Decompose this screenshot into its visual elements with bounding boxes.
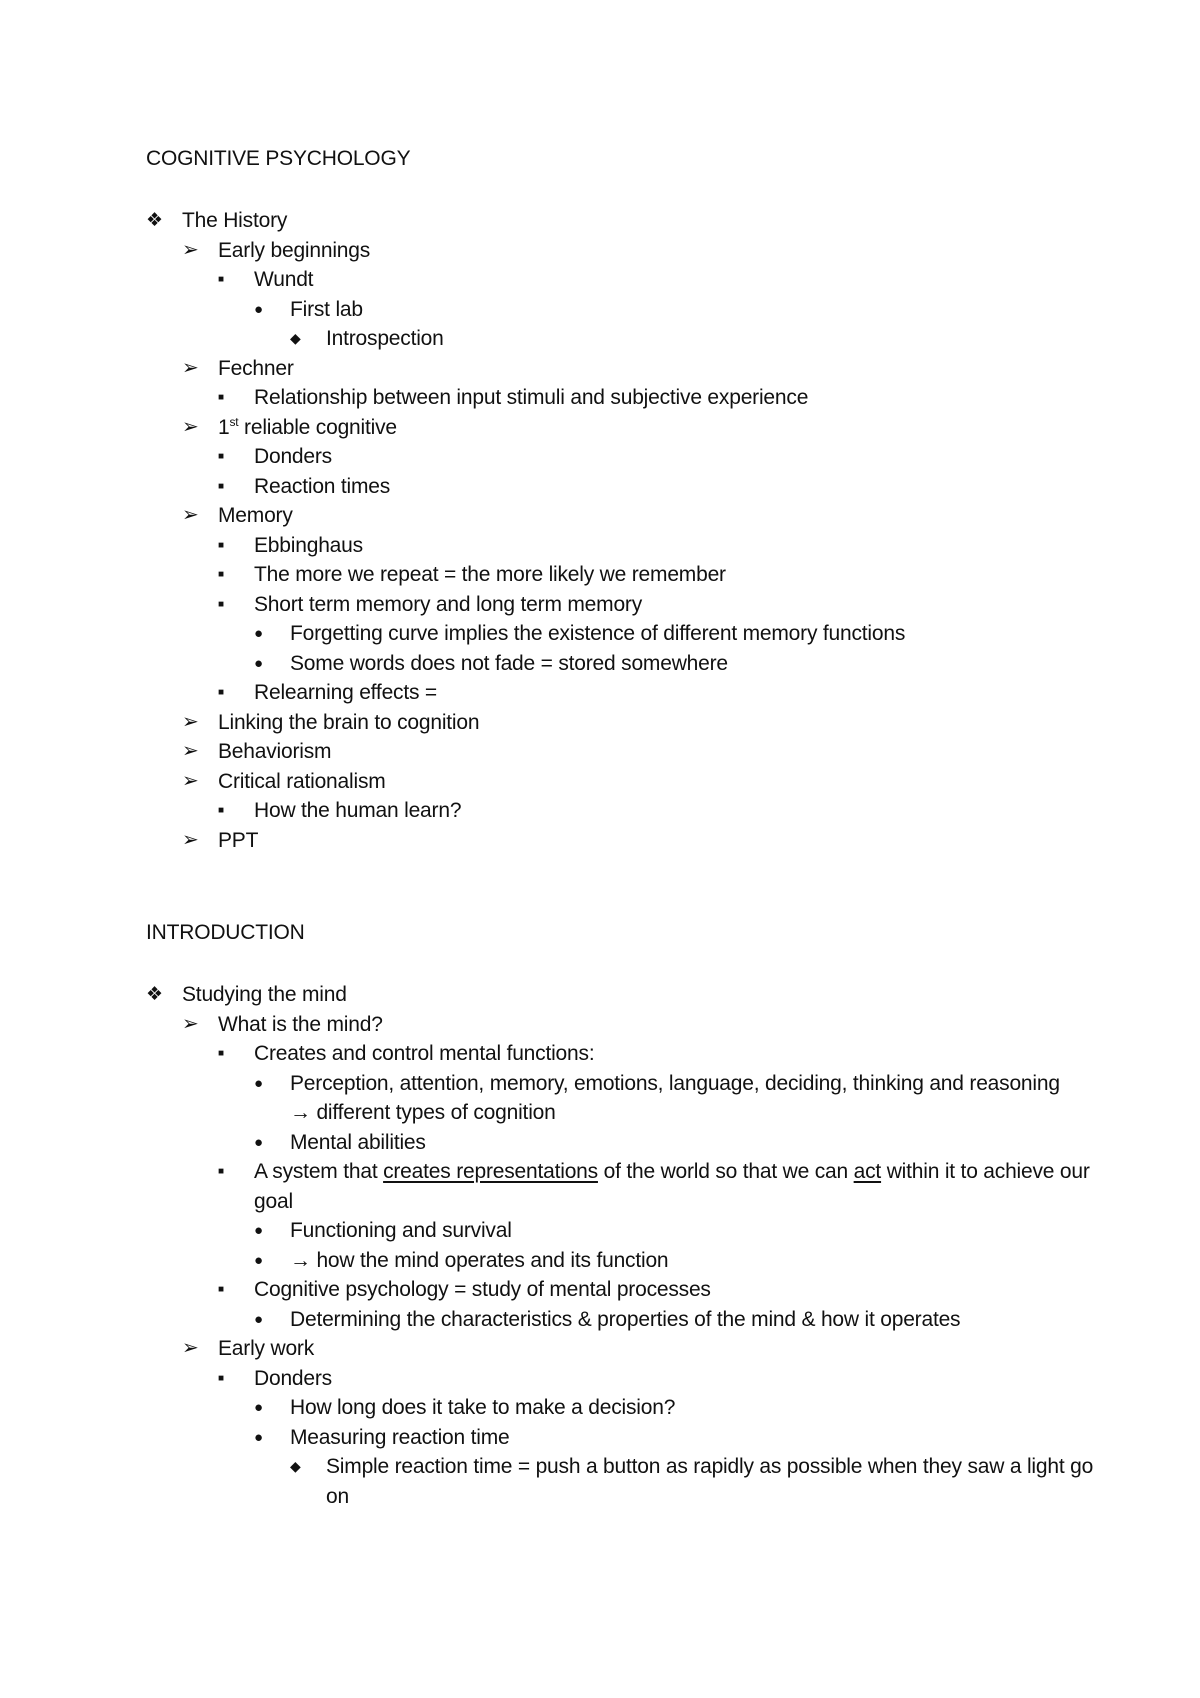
item-text: How the human learn? [254, 799, 462, 822]
item-text: Mental abilities [290, 1130, 426, 1154]
list-item [0, 501, 1200, 531]
list-item [0, 295, 1200, 325]
square-bullet-icon: ■ [218, 1284, 224, 1295]
item-text: First lab [290, 297, 363, 321]
small-diamond-bullet-icon: ◆ [290, 1458, 301, 1474]
item-text: Some words does not fade = stored somewhere [290, 651, 728, 675]
right-arrow-icon: → [290, 1101, 311, 1124]
list-item [0, 796, 1200, 826]
list-item [0, 531, 1200, 561]
list-item [0, 1010, 1200, 1040]
item-text [254, 1157, 1104, 1216]
dot-bullet-icon: ● [254, 1428, 263, 1446]
list-item [0, 826, 1200, 856]
list-item [0, 649, 1200, 679]
item-text: Simple reaction time = push a button as rapidly as possible when they saw a light go on [326, 1455, 1094, 1508]
item-text: Short term memory and long term memory [254, 592, 643, 616]
arrow-bullet-icon: ➢ [182, 356, 199, 379]
list-item [0, 767, 1200, 797]
item-text: Studying the mind [182, 983, 347, 1006]
list-item [0, 678, 1200, 708]
item-text: Early work [218, 1337, 315, 1360]
square-bullet-icon: ■ [218, 598, 224, 610]
square-bullet-icon: ■ [218, 451, 224, 462]
square-bullet-icon: ■ [218, 480, 224, 492]
item-text-part: how the mind operates and its function [310, 1248, 669, 1272]
list-item [0, 1246, 1200, 1276]
heading-introduction: INTRODUCTION [146, 921, 305, 944]
diamond-bullet-icon: ❖ [146, 210, 163, 231]
list-item [0, 206, 1200, 236]
list-item [0, 1128, 1200, 1158]
list-item [0, 1305, 1200, 1335]
list-item [0, 1423, 1200, 1453]
item-text: Measuring reaction time [290, 1425, 510, 1449]
intro-outline [0, 980, 1200, 1511]
item-text: Memory [218, 504, 293, 527]
arrow-bullet-icon: ➢ [182, 740, 199, 762]
arrow-bullet-icon: ➢ [182, 1337, 199, 1359]
dot-bullet-icon: ● [254, 1310, 263, 1328]
list-item [0, 590, 1200, 620]
item-text: The more we repeat = the more likely we remember [254, 563, 726, 586]
square-bullet-icon: ■ [218, 1372, 224, 1384]
item-text: Ebbinghaus [254, 533, 363, 557]
square-bullet-icon: ■ [218, 1166, 224, 1177]
list-item [0, 354, 1200, 384]
item-text: Reaction times [254, 474, 391, 498]
item-text: Cognitive psychology = study of mental processes [254, 1278, 711, 1301]
right-arrow-icon: → [290, 1248, 311, 1272]
dot-bullet-icon: ● [254, 1133, 263, 1151]
item-text: Donders [254, 445, 332, 468]
dot-bullet-icon: ● [254, 654, 263, 672]
arrow-bullet-icon: ➢ [182, 710, 199, 733]
item-text: Donders [254, 1366, 332, 1390]
dot-bullet-icon: ● [254, 625, 263, 642]
item-text-part: within it to achieve our goal [254, 1160, 1090, 1213]
item-text: Functioning and survival [290, 1219, 512, 1242]
item-text: Introspection [326, 327, 444, 350]
item-text-rest: reliable cognitive [238, 415, 397, 439]
item-text: Wundt [254, 268, 314, 291]
diamond-bullet-icon: ❖ [146, 984, 163, 1005]
square-bullet-icon: ■ [218, 539, 224, 551]
item-text [218, 413, 1200, 443]
square-bullet-icon: ■ [218, 805, 224, 816]
list-item [0, 442, 1200, 472]
item-text: How long does it take to make a decision? [290, 1396, 676, 1419]
dot-bullet-icon: ● [254, 300, 263, 318]
list-item [0, 1364, 1200, 1394]
item-text: What is the mind? [218, 1012, 383, 1036]
square-bullet-icon: ■ [218, 274, 224, 285]
list-item [0, 324, 1200, 354]
list-item [0, 1334, 1200, 1364]
list-item [0, 1452, 1200, 1511]
list-item [0, 236, 1200, 266]
dot-bullet-icon: ● [254, 1074, 263, 1092]
item-text: Relationship between input stimuli and subjective experience [254, 386, 809, 409]
square-bullet-icon: ■ [218, 569, 224, 580]
item-text: Determining the characteristics & properties of the mind & how it operates [290, 1307, 961, 1331]
arrow-bullet-icon: ➢ [182, 1012, 199, 1035]
heading-cognitive-psychology: COGNITIVE PSYCHOLOGY [146, 147, 411, 170]
list-item [0, 1069, 1200, 1128]
list-item [0, 1216, 1200, 1246]
list-item [0, 413, 1200, 443]
item-text-part: A system that [254, 1160, 384, 1183]
list-item [0, 1275, 1200, 1305]
item-text: Early beginnings [218, 238, 371, 262]
arrow-bullet-icon: ➢ [182, 769, 199, 792]
list-item [0, 1157, 1200, 1216]
list-item [0, 708, 1200, 738]
item-text: Linking the brain to cognition [218, 710, 480, 734]
item-text-part: of the world so that we can [597, 1160, 854, 1183]
square-bullet-icon: ■ [218, 1048, 224, 1059]
arrow-bullet-icon: ➢ [182, 238, 199, 261]
list-item [0, 980, 1200, 1010]
list-item [0, 619, 1200, 649]
square-bullet-icon: ■ [218, 392, 224, 403]
list-item [0, 737, 1200, 767]
item-text: The History [182, 209, 288, 232]
item-text-part: Perception, attention, memory, emotions, language, deciding, thinking and reasoning [290, 1071, 1060, 1095]
history-outline [0, 206, 1200, 855]
list-item [0, 560, 1200, 590]
item-text: Fechner [218, 356, 294, 380]
item-text: Relearning effects = [254, 681, 437, 704]
list-item [0, 1393, 1200, 1423]
item-text: Behaviorism [218, 740, 332, 763]
item-text [290, 1246, 1070, 1276]
item-text-part: different types of cognition [310, 1101, 556, 1124]
small-diamond-bullet-icon: ◆ [290, 330, 301, 346]
dot-bullet-icon: ● [254, 1399, 263, 1416]
ordinal-number: 1 [218, 415, 230, 439]
item-text: Forgetting curve implies the existence of different memory functions [290, 622, 906, 645]
item-text [290, 1069, 1070, 1128]
list-item [0, 472, 1200, 502]
arrow-bullet-icon: ➢ [182, 828, 199, 851]
item-text: Creates and control mental functions: [254, 1042, 595, 1065]
square-bullet-icon: ■ [218, 687, 224, 698]
ordinal-suffix: st [229, 414, 239, 429]
item-text: Critical rationalism [218, 769, 386, 793]
list-item [0, 383, 1200, 413]
dot-bullet-icon: ● [254, 1251, 263, 1269]
arrow-bullet-icon: ➢ [182, 415, 199, 438]
underlined-text: creates representations [383, 1160, 598, 1183]
arrow-bullet-icon: ➢ [182, 504, 199, 526]
dot-bullet-icon: ● [254, 1222, 263, 1239]
item-text: PPT [218, 828, 259, 852]
list-item [0, 1039, 1200, 1069]
list-item [0, 265, 1200, 295]
underlined-text: act [853, 1160, 882, 1183]
